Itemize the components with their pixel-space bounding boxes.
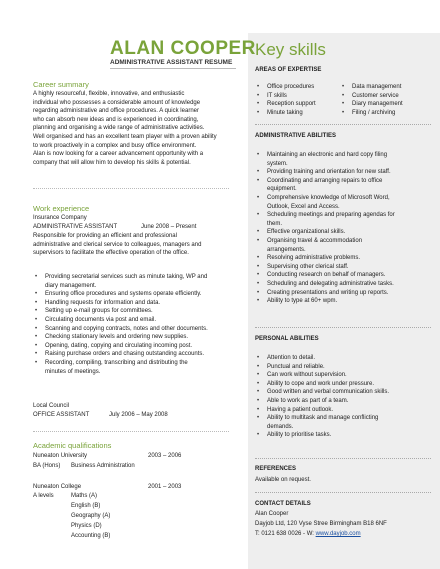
expertise-item: • Filing / archiving (340, 109, 435, 118)
expertise-item: • Data management (340, 83, 435, 92)
expertise-item: • Office procedures (255, 83, 345, 92)
summary-line: to work proactively in a complex and busy office environment. (33, 142, 197, 149)
expertise-item: • Reception support (255, 100, 345, 109)
website-link[interactable]: www.dayjob.com (315, 531, 361, 537)
references-heading: REFERENCES (255, 466, 297, 472)
duty-item: • Setting up e-mail groups for committees. (33, 307, 238, 316)
panel-divider (255, 492, 431, 493)
key-skills-heading: Key skills (255, 40, 326, 59)
ability-item: • Creating presentations and writing up reports. (255, 289, 435, 298)
job1-desc-line: Responsible for providing an efficient and professional (33, 233, 177, 239)
ability-item: • Having a patient outlook. (255, 406, 435, 415)
job1-title: ADMINISTRATIVE ASSISTANT (33, 224, 118, 230)
ability-item: • Able to work as part of a team. (255, 397, 435, 406)
summary-line: A highly resourceful, flexible, innovative, and enthusiastic (33, 91, 185, 97)
alevels-label: A levels (33, 493, 54, 499)
university-name: Nuneaton University (33, 453, 88, 459)
college-name: Nuneaton College (33, 484, 82, 490)
duty-item: • Checking stationary levels and ordering new supplies. (33, 333, 238, 342)
ability-item: • Punctual and reliable. (255, 363, 435, 372)
ability-item: • Providing training and orientation for new staff. (255, 168, 435, 177)
references-text: Available on request. (255, 477, 311, 483)
career-summary-text (33, 90, 243, 167)
duty-item: • Raising purchase orders and chasing outstanding accounts. (33, 350, 238, 359)
contact-phone-row (255, 531, 361, 537)
duty-item: • Providing secretarial services such as minute taking, WP and diary management. (33, 273, 238, 290)
expertise-item: • Minute taking (255, 109, 345, 118)
expertise-item: • Diary management (340, 100, 435, 109)
job2-title: OFFICE ASSISTANT (33, 412, 90, 418)
academic-heading: Academic qualifications (33, 441, 112, 450)
resume-subtitle: ADMINISTRATIVE ASSISTANT RESUME (110, 59, 233, 66)
expertise-heading: AREAS OF EXPERTISE (255, 67, 322, 73)
duty-item: • Recording, compiling, transcribing and distributing the minutes of meetings. (33, 359, 238, 376)
contact-phone: T: 0121 638 0026 - W: (255, 531, 316, 537)
university-dates: 2003 – 2006 (148, 453, 182, 459)
summary-line: individual who possesses a considerable amount of knowledge (33, 99, 201, 106)
duty-item: • Opening, dating, copying and circulating incoming post. (33, 342, 238, 351)
duty-item: • Handling requests for information and data. (33, 299, 238, 308)
ability-item: • Scheduling meetings and preparing agendas for them. (255, 211, 435, 228)
summary-line: regarding administrative and office procedures. A quick learner (33, 108, 199, 115)
summary-line: who can absorb new ideas and is experienced in coordinating, (33, 116, 199, 123)
title-divider (110, 68, 236, 69)
contact-name: Alan Cooper (255, 511, 289, 517)
ability-item: • Attention to detail. (255, 354, 435, 363)
admin-abilities-list (255, 151, 435, 306)
ability-item: • Comprehensive knowledge of Microsoft Word, Outlook, Excel and Access. (255, 194, 435, 211)
ability-item: • Can work without supervision. (255, 371, 435, 380)
degree-label: BA (Hons) (33, 463, 61, 469)
ability-item: • Maintaining an electronic and hard copy filing system. (255, 151, 435, 168)
section-divider (33, 188, 229, 189)
section-divider (33, 431, 229, 432)
duty-item: • Scanning and copying contracts, notes and other documents. (33, 325, 238, 334)
expertise-list-col1 (255, 83, 345, 117)
alevel-item: Accounting (B) (71, 533, 111, 539)
ability-item: • Good written and verbal communication skills. (255, 388, 435, 397)
panel-divider (255, 458, 431, 459)
panel-divider (255, 327, 431, 328)
job1-desc-line: administrative and clerical service to colleagues, managers and (33, 241, 202, 248)
job2-company: Local Council (33, 403, 70, 409)
ability-item: • Supervising other clerical staff. (255, 263, 435, 272)
expertise-list-col2 (340, 83, 435, 117)
expertise-item: • IT skills (255, 92, 345, 101)
summary-line: planning and organising a wide range of administrative activities. (33, 125, 205, 132)
alevel-item: English (B) (71, 503, 101, 509)
job1-desc-line: supervisors to facilitate the effective operation of the office. (33, 250, 189, 257)
job1-duties-list (33, 273, 238, 376)
alevel-item: Maths (A) (71, 493, 98, 499)
personal-abilities-list (255, 354, 435, 440)
job1-dates: June 2008 – Present (141, 224, 197, 230)
alevel-item: Physics (D) (71, 523, 102, 529)
ability-item: • Ability to prioritise tasks. (255, 431, 435, 440)
ability-item: • Ability to type at 60+ wpm. (255, 297, 435, 306)
ability-item: • Ability to cope and work under pressure. (255, 380, 435, 389)
job1-company: Insurance Company (33, 215, 87, 221)
ability-item: • Resolving administrative problems. (255, 254, 435, 263)
contact-address: Dayjob Ltd, 120 Vyse Stree Birmingham B18 6NF (255, 521, 387, 527)
job1-description (33, 232, 243, 258)
summary-line: company that will allow him to develop his skills & potential. (33, 159, 191, 166)
job2-dates: July 2006 – May 2008 (109, 412, 168, 418)
contact-heading: CONTACT DETAILS (255, 501, 311, 507)
duty-item: • Ensuring office procedures and systems operate efficiently. (33, 290, 238, 299)
ability-item: • Effective organizational skills. (255, 228, 435, 237)
ability-item: • Ability to multitask and manage conflicting demands. (255, 414, 435, 431)
panel-divider (255, 124, 431, 125)
ability-item: • Conducting research on behalf of managers. (255, 271, 435, 280)
summary-line: Well organised and has an excellent team player with a proven ability (33, 133, 217, 140)
ability-item: • Organising travel & accommodation arrangements. (255, 237, 435, 254)
expertise-item: • Customer service (340, 92, 435, 101)
personal-abilities-heading: PERSONAL ABILITIES (255, 336, 319, 342)
ability-item: • Scheduling and delegating administrative tasks. (255, 280, 435, 289)
career-summary-heading: Career summary (33, 80, 89, 89)
candidate-name: ALAN COOPER (110, 38, 256, 59)
college-dates: 2001 – 2003 (148, 484, 182, 490)
duty-item: • Circulating documents via post and email. (33, 316, 238, 325)
ability-item: • Coordinating and arranging repairs to office equipment. (255, 177, 435, 194)
work-experience-heading: Work experience (33, 204, 90, 213)
summary-line: Alan is now looking for a career advancement opportunity with a (33, 151, 204, 158)
degree-subject: Business Administration (71, 463, 135, 469)
alevel-item: Geography (A) (71, 513, 111, 519)
admin-abilities-heading: ADMINISTRATIVE ABILITIES (255, 133, 336, 139)
